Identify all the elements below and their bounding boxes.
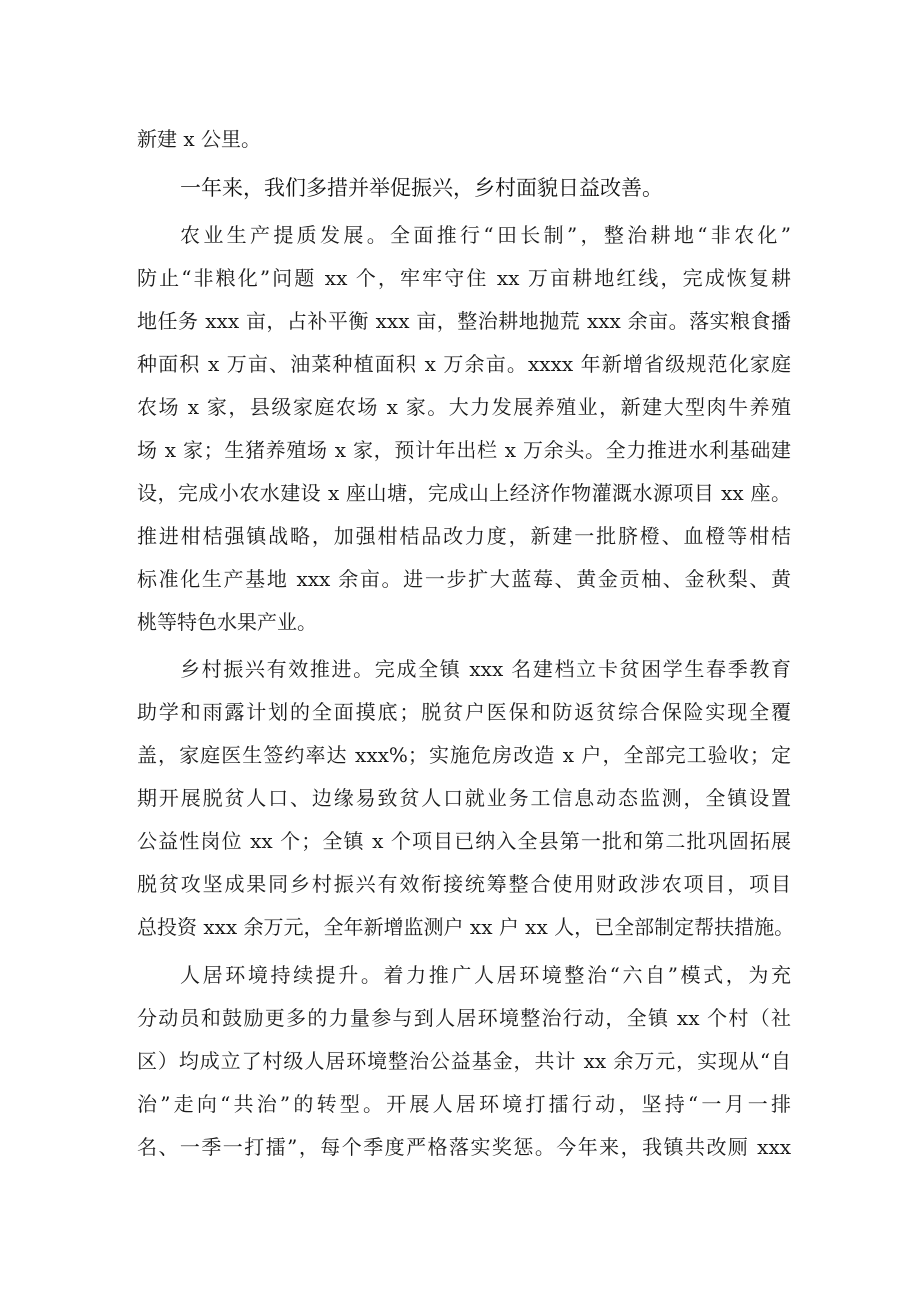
paragraph-line: 桃等特色水果产业。 <box>137 610 317 634</box>
paragraph-line: 场 x 家；生猪养殖场 x 家，预计年出栏 x 万余头。全力推进水利基础建 <box>137 438 791 462</box>
paragraph-line: 防止“非粮化”问题 xx 个，牢牢守住 xx 万亩耕地红线，完成恢复耕 <box>137 266 791 290</box>
paragraph-line: 期开展脱贫人口、边缘易致贫人口就业务工信息动态监测，全镇设置 <box>137 786 791 810</box>
paragraph-line: 设，完成小农水建设 x 座山塘，完成山上经济作物灌溉水源项目 xx 座。 <box>137 481 791 505</box>
paragraph-line: 人居环境持续提升。着力推广人居环境整治“六自”模式，为充 <box>180 963 791 987</box>
paragraph-line: 治”走向“共治”的转型。开展人居环境打擂行动，坚持“一月一排 <box>137 1092 791 1116</box>
paragraph-line: 公益性岗位 xx 个；全镇 x 个项目已纳入全县第一批和第二批巩固拓展 <box>137 829 791 853</box>
paragraph-line: 地任务 xxx 亩，占补平衡 xxx 亩，整治耕地抛荒 xxx 余亩。落实粮食播 <box>137 309 791 333</box>
opening-line: 新建 x 公里。 <box>137 127 261 151</box>
section-heading: 一年来，我们多措并举促振兴，乡村面貌日益改善。 <box>180 176 663 200</box>
paragraph-line: 乡村振兴有效推进。完成全镇 xxx 名建档立卡贫困学生春季教育 <box>180 657 791 681</box>
paragraph-line: 盖，家庭医生签约率达 xxx%；实施危房改造 x 户，全部完工验收；定 <box>137 743 791 767</box>
paragraph-line: 区）均成立了村级人居环境整治公益基金，共计 xx 余万元，实现从“自 <box>137 1049 791 1073</box>
paragraph-line: 种面积 x 万亩、油菜种植面积 x 万余亩。xxxx 年新增省级规范化家庭 <box>137 352 791 376</box>
paragraph-line: 助学和雨露计划的全面摸底；脱贫户医保和防返贫综合保险实现全覆 <box>137 700 791 724</box>
paragraph-line: 分动员和鼓励更多的力量参与到人居环境整治行动，全镇 xx 个村（社 <box>137 1006 791 1030</box>
paragraph-line: 脱贫攻坚成果同乡村振兴有效衔接统筹整合使用财政涉农项目，项目 <box>137 872 791 896</box>
paragraph-line: 名、一季一打擂”，每个季度严格落实奖惩。今年来，我镇共改厕 xxx <box>137 1135 791 1159</box>
paragraph-line: 标准化生产基地 xxx 余亩。进一步扩大蓝莓、黄金贡柚、金秋梨、黄 <box>137 567 791 591</box>
paragraph-line: 农业生产提质发展。全面推行“田长制”，整治耕地“非农化” <box>180 223 791 247</box>
paragraph-line: 总投资 xxx 余万元，全年新增监测户 xx 户 xx 人，已全部制定帮扶措施。 <box>137 915 795 939</box>
paragraph-line: 农场 x 家，县级家庭农场 x 家。大力发展养殖业，新建大型肉牛养殖 <box>137 395 791 419</box>
paragraph-line: 推进柑桔强镇战略，加强柑桔品改力度，新建一批脐橙、血橙等柑桔 <box>137 524 791 548</box>
